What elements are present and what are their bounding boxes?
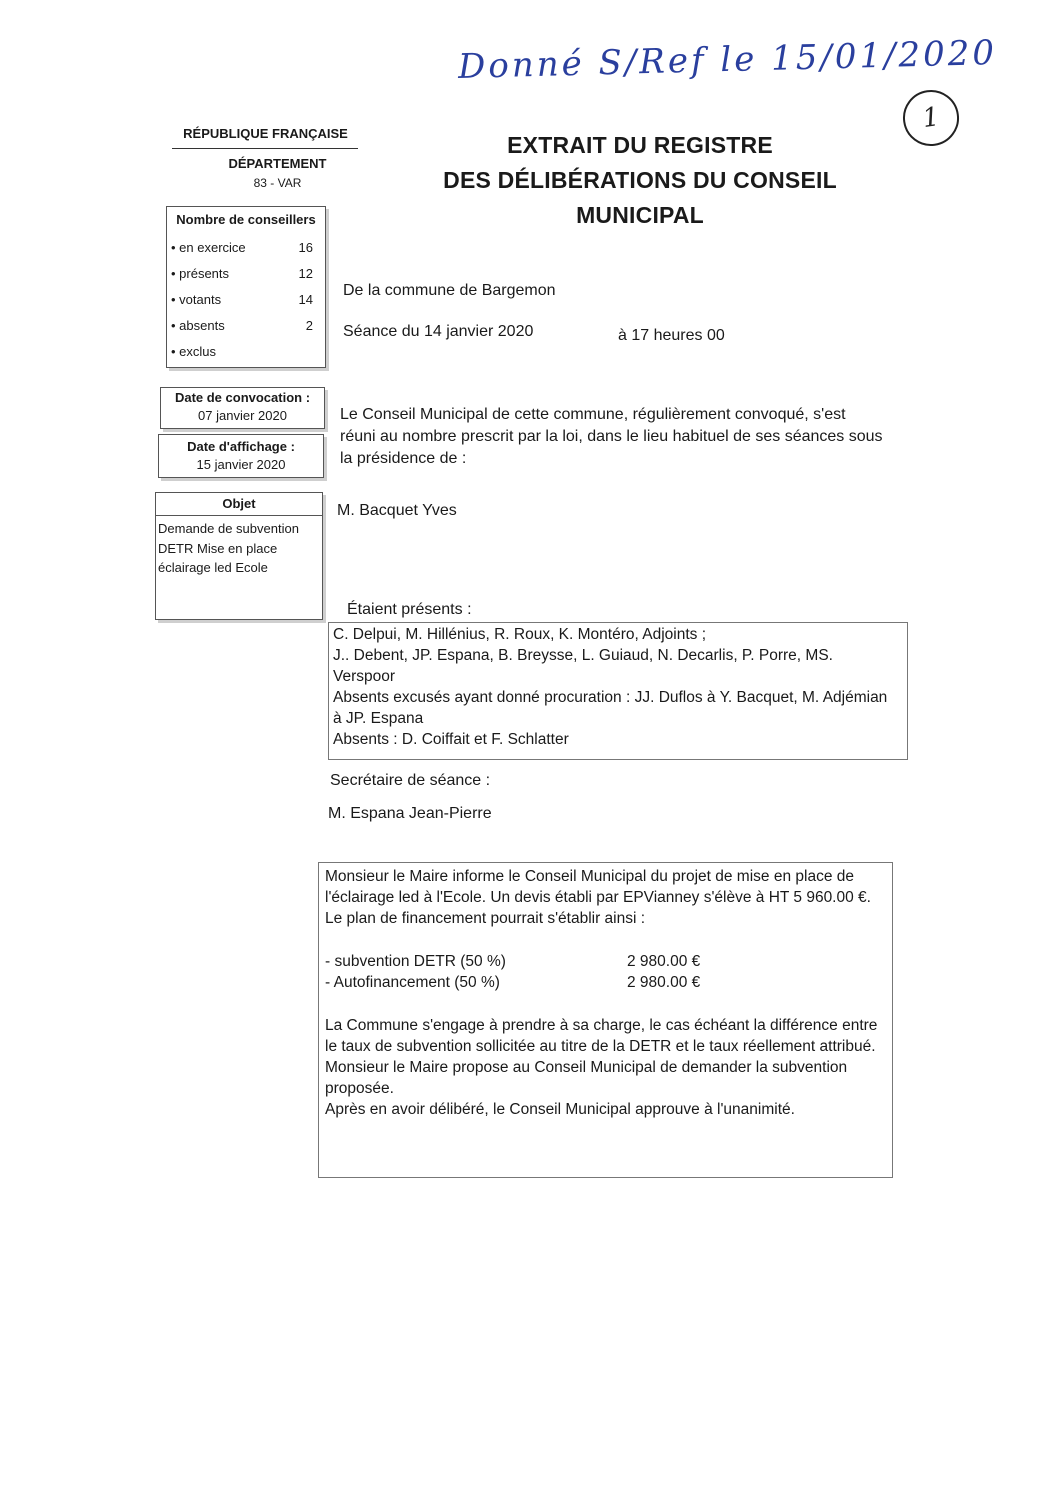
department-value: 83 - VAR [253, 176, 302, 190]
financing-plan-intro: Le plan de financement pourrait s'établir ainsi : [325, 910, 646, 927]
commitment-paragraph: La Commune s'engage à prendre à sa charge, le cas échéant la différence entre le taux de subvention sollicitée au titre de la DETR et le taux réellement attribué. [325, 1017, 878, 1055]
financing-table [325, 951, 880, 993]
members-list: J.. Debent, JP. Espana, B. Breysse, L. Guiaud, N. Decarlis, P. Porre, MS. Verspoor [333, 647, 833, 685]
decision-paragraph: Après en avoir délibéré, le Conseil Municipal approuve à l'unanimité. [325, 1101, 795, 1118]
financing-label: - Autofinancement (50 %) [325, 974, 500, 991]
councillor-row-label: • présents [171, 265, 230, 281]
department-label: DÉPARTEMENT [228, 156, 327, 171]
title-line-3: MUNICIPAL [576, 202, 704, 228]
councillor-row-value: 14 [298, 291, 313, 307]
objet-box [155, 492, 323, 620]
secretary-label: Secrétaire de séance : [330, 772, 491, 789]
president-name: M. Bacquet Yves [337, 502, 457, 519]
councillors-title: Nombre de conseillers [176, 212, 316, 227]
councillor-row [171, 234, 313, 260]
financing-row [325, 972, 880, 993]
attendance-label: Étaient présents : [347, 601, 472, 618]
councillor-row-value: 2 [305, 317, 313, 333]
session-date: Séance du 14 janvier 2020 [343, 323, 534, 340]
republic-label: RÉPUBLIQUE FRANÇAISE [183, 126, 348, 141]
title-line-1: EXTRAIT DU REGISTRE [507, 132, 773, 158]
secretary-name: M. Espana Jean-Pierre [328, 805, 492, 822]
councillor-row-value: 12 [298, 265, 313, 281]
header-divider [172, 148, 358, 149]
financing-label: - subvention DETR (50 %) [325, 953, 506, 970]
convocation-date: 07 janvier 2020 [198, 408, 287, 423]
affichage-date: 15 janvier 2020 [196, 457, 286, 472]
objet-text: Demande de subvention DETR Mise en place éclairage led Ecole [158, 521, 299, 575]
councillor-row [171, 312, 313, 338]
attendance-box [328, 622, 908, 760]
councillors-box [166, 206, 326, 368]
adjoints-list: C. Delpui, M. Hillénius, R. Roux, K. Montéro, Adjoints ; [333, 626, 707, 643]
affichage-label: Date d'affichage : [187, 439, 295, 454]
page-number-circle [899, 86, 962, 149]
page-number: 1 [920, 101, 942, 135]
councillor-row-label: • absents [171, 317, 225, 333]
financing-amount: 2 980.00 € [627, 953, 701, 970]
session-time: à 17 heures 00 [618, 327, 725, 344]
proxies-list: Absents excusés ayant donné procuration : JJ. Duflos à Y. Bacquet, M. Adjémian à JP. Espana [333, 689, 888, 727]
councillor-row-label: • exclus [171, 343, 217, 359]
convocation-box [160, 387, 325, 429]
financing-row [325, 951, 880, 972]
objet-label: Objet [156, 493, 322, 516]
proposal-paragraph: Monsieur le Maire propose au Conseil Municipal de demander la subvention proposée. [325, 1059, 848, 1097]
financing-amount: 2 980.00 € [627, 974, 701, 991]
councillor-row [171, 286, 313, 312]
absents-list: Absents : D. Coiffait et F. Schlatter [333, 731, 569, 748]
title-line-2: DES DÉLIBÉRATIONS DU CONSEIL [443, 167, 837, 193]
document-title [405, 128, 875, 233]
councillors-list [167, 234, 325, 364]
convocation-intro: Le Conseil Municipal de cette commune, régulièrement convoqué, s'est réuni au nombre prescrit par la loi, dans le lieu habituel de ses séances sous la présidence de : [340, 406, 883, 467]
councillor-row [171, 338, 313, 364]
handwritten-annotation: Donné S/Ref le 15/01/2020 [457, 32, 998, 88]
councillor-row-label: • votants [171, 291, 222, 307]
convocation-label: Date de convocation : [174, 390, 311, 405]
commune-line: De la commune de Bargemon [343, 282, 556, 299]
deliberation-box [318, 862, 893, 1178]
deliberation-intro: Monsieur le Maire informe le Conseil Municipal du projet de mise en place de l'éclairage led à l'Ecole. Un devis établi par EPVianney s'élève à HT 5 960.00 €. [325, 868, 871, 906]
councillor-row-value: 16 [298, 239, 313, 255]
affichage-box [158, 434, 324, 478]
councillor-row [171, 260, 313, 286]
councillor-row-label: • en exercice [171, 239, 246, 255]
